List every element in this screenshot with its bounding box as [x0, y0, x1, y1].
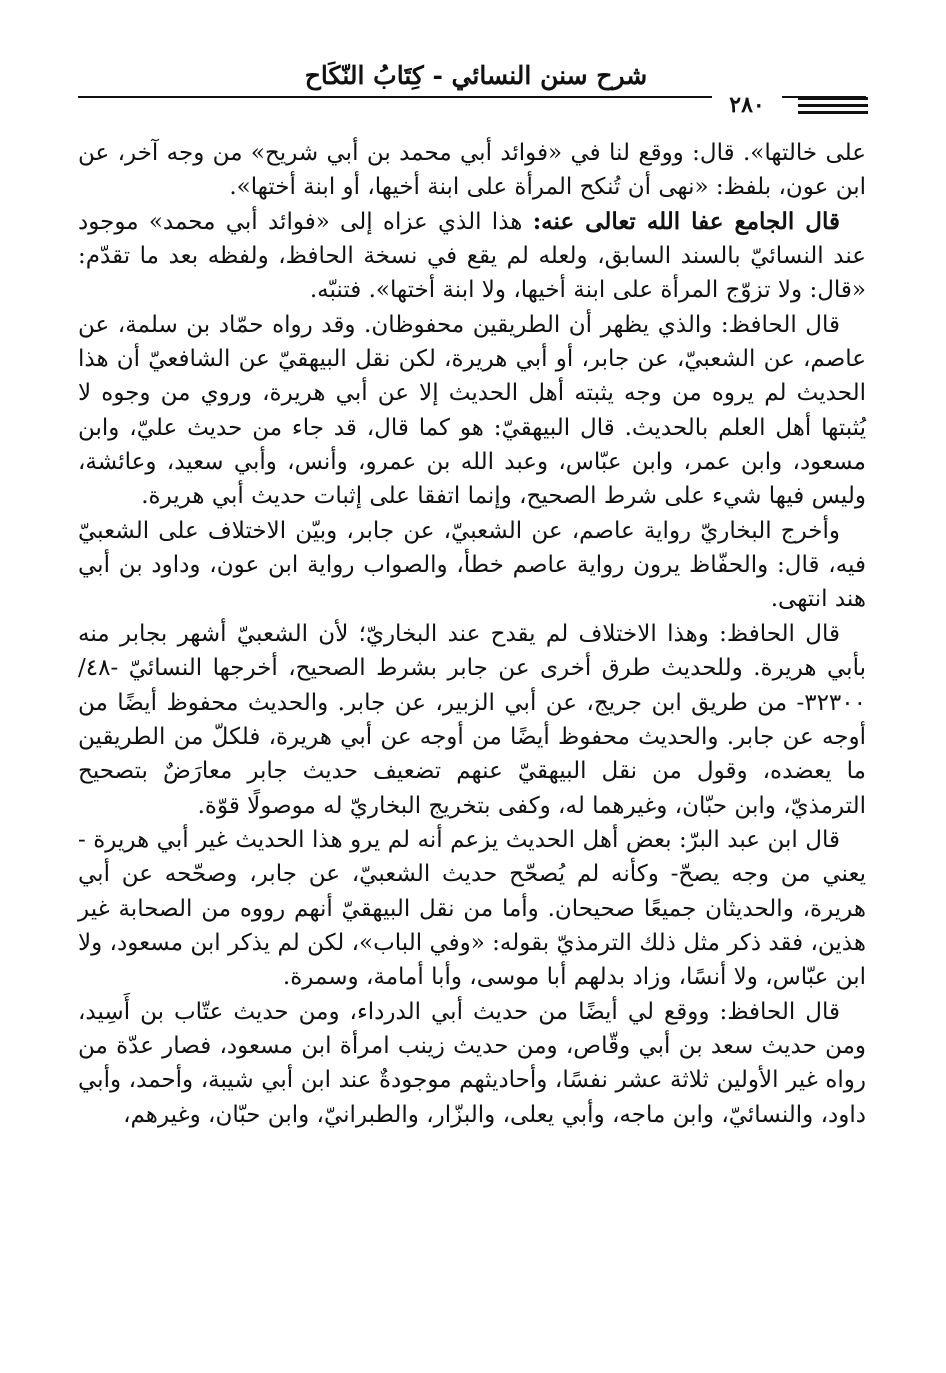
- paragraph-text: قال ابن عبد البرّ: بعض أهل الحديث يزعم أنه لم يرو هذا الحديث غير أبي هريرة - يعني من وجه يصحّ- وكأنه لم يُصحّح حديث الشعبيّ، عن جابر، وصحّحه عن أبي هريرة، والحديثان جميعًا صحيحان. وأما من نقل البيهقيّ أنهم رووه من الصحابة غير هذين، فقد ذكر مثل ذلك الترمذيّ بقوله: «وفي الباب»، لكن لم يذكر ابن مسعود، ولا ابن عبّاس، ولا أنسًا، وزاد بدلهم أبا موسى، وأبا أمامة، وسمرة.: [78, 826, 866, 991]
- paragraph: [78, 205, 866, 308]
- paragraph: [78, 617, 866, 823]
- paragraph: [78, 995, 866, 1132]
- paragraph: [78, 308, 866, 514]
- paragraph-text: قال الحافظ: ووقع لي أيضًا من حديث أبي الدرداء، ومن حديث عتّاب بن أَسِيد، ومن حديث سعد بن أبي وقّاص، ومن حديث زينب امرأة ابن مسعود، فصار عدّة من رواه غير الأولين ثلاثة عشر نفسًا، وأحاديثهم موجودةٌ عند ابن أبي شيبة، وأحمد، وأبي داود، والنسائيّ، وابن ماجه، وأبي يعلى، والبزّار، والطبرانيّ، وابن حبّان، وغيرهم،: [78, 998, 866, 1128]
- ornament-bar: [798, 104, 868, 107]
- paragraph-text: وأخرج البخاريّ رواية عاصم، عن الشعبيّ، عن جابر، وبيّن الاختلاف على الشعبيّ فيه، قال: والحفّاظ يرون رواية عاصم خطأ، والصواب رواية ابن عون، وداود بن أبي هند انتهى.: [78, 517, 866, 613]
- ornament-bar: [798, 97, 868, 100]
- paragraph-text: قال الحافظ: والذي يظهر أن الطريقين محفوظان. وقد رواه حمّاد بن سلمة، عن عاصم، عن الشعبيّ، عن جابر، أو أبي هريرة، لكن نقل البيهقيّ عن الشافعيّ أن هذا الحديث لم يروه من وجه يثبته أهل الحديث إلا عن أبي هريرة، وروي من وجوه لا يُثبتها أهل العلم بالحديث. قال البيهقيّ: هو كما قال، قد جاء من حديث عليّ، وابن مسعود، وابن عمر، وابن عبّاس، وعبد الله بن عمرو، وأنس، وأبي سعيد، وعائشة، وليس فيها شيء على شرط الصحيح، وإنما اتفقا على إثبات حديث أبي هريرة.: [78, 311, 866, 510]
- page-number: ٢٨٠: [712, 90, 782, 120]
- paragraph: [78, 823, 866, 995]
- ornament-bar: [798, 111, 868, 114]
- paragraph-text: قال الحافظ: وهذا الاختلاف لم يقدح عند البخاريّ؛ لأن الشعبيّ أشهر بجابر منه بأبي هريرة. وللحديث طرق أخرى عن جابر بشرط الصحيح، أخرجها النسائيّ -٤٨/ ٣٢٣٠٠- من طريق ابن جريج، عن أبي الزبير، عن جابر. والحديث محفوظ أيضًا من أوجه عن جابر. والحديث محفوظ أيضًا من أوجه عن أبي هريرة، فلكلّ من الطريقين ما يعضده، وقول من نقل البيهقيّ عنهم تضعيف حديث جابر معارَضٌ بتصحيح الترمذيّ، وابن حبّان، وغيرهما له، وكفى بتخريج البخاريّ له موصولًا قوّة.: [78, 620, 866, 819]
- paragraph-text: على خالتها». قال: ووقع لنا في «فوائد أبي محمد بن أبي شريح» من وجه آخر، عن ابن عون، بلفظ: «نهى أن تُنكح المرأة على ابنة أخيها، أو ابنة أختها».: [78, 140, 866, 201]
- paragraph-lead: قال الجامع عفا الله تعالى عنه:: [532, 207, 840, 235]
- page-body: [78, 136, 866, 1132]
- paragraph-text: هذا الذي عزاه إلى «فوائد أبي محمد» موجود عند النسائيّ بالسند السابق، ولعله لم يقع في نسخة الحافظ، ولفظه بعد ما تقدّم: «قال: ولا تزوّج المرأة على ابنة أخيها، ولا ابنة أختها». فتنبّه.: [78, 208, 866, 304]
- page-number-block: [712, 90, 868, 120]
- page-number-ornament: [798, 97, 868, 118]
- paragraph: [78, 514, 866, 617]
- running-head-title: شرح سنن النسائي - كِتَابُ النّكَاح: [304, 61, 648, 90]
- paragraph: [78, 136, 866, 205]
